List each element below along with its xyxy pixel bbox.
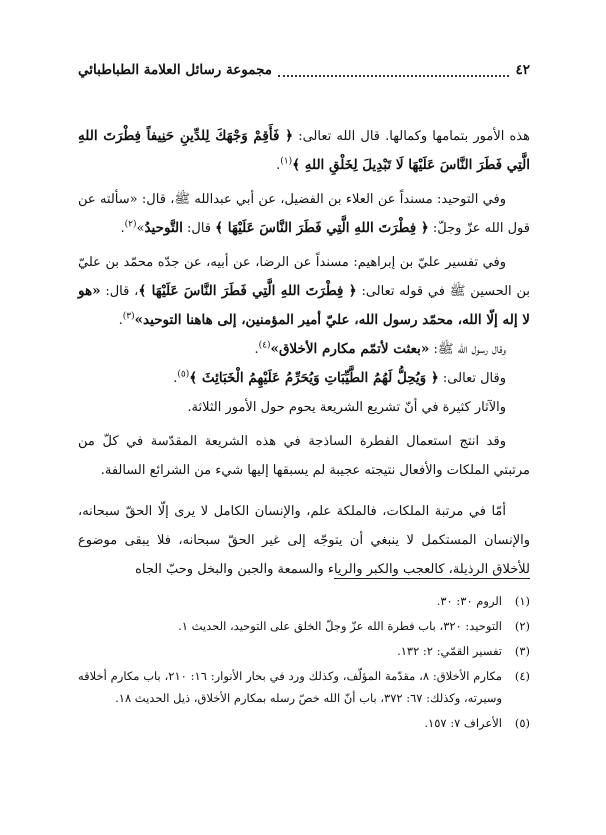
body-text: هذه الأمور بتمامها وكمالها. قال الله تعالى:: [293, 129, 530, 144]
body-text: .: [118, 313, 123, 328]
paragraph: [78, 248, 530, 335]
quote-text: ﴿ فِطْرَتَ اللهِ الَّتِي فَطَرَ النَّاسَ عَلَيْهَا ﴾: [138, 283, 357, 299]
footnote-text: مكارم الأخلاق: ٨، مقدّمة المؤلّف، وكذلك ورد في بحار الأنوار: ١٦: ٢١٠، باب مكارم أخلاقه وسيرته، وكذلك: ٦٧: ٣٧٢، باب أنّ الله خصّ رسله بمكارم الأخلاق، ذيل الحديث ١٨.: [78, 669, 502, 705]
footnotes: [78, 590, 530, 737]
footnote-separator: [334, 578, 530, 579]
quote-text: ﴿ وَيُحِلُّ لَهُمُ الطَّيِّبَاتِ وَيُحَرِّمُ عَلَيْهِمُ الْخَبَائِثَ ﴾: [189, 370, 439, 386]
header-dot-leader: [278, 75, 509, 77]
footnote-number: (٥): [514, 716, 530, 730]
footnote-number: (١): [514, 594, 530, 608]
footnote: [78, 712, 530, 734]
main-text: [78, 122, 530, 584]
body-text: وفي التوحيد: مسنداً عن العلاء بن الفضيل، عن أبي عبدالله ﷺ، قال: «سألته عن قول الله عزّ وجلّ:: [78, 192, 530, 236]
running-header: [78, 62, 530, 86]
footnote-number: (٢): [514, 619, 530, 633]
footnote-text: الأعراف ٧: ١٥٧.: [424, 716, 502, 730]
paragraph: [78, 364, 530, 393]
footnote: [78, 615, 530, 637]
paragraph: [78, 122, 530, 180]
quote-text: التَّوحيدُ: [144, 220, 183, 236]
footnote: [78, 590, 530, 612]
footnote-text: التوحيد: ٣٢٠، باب فطرة الله عزّ وجلّ الخلق على التوحيد، الحديث ١.: [178, 619, 502, 633]
book-title: مجموعة رسائل العلامة الطباطبائي: [78, 62, 273, 78]
body-text: .: [120, 221, 125, 236]
footnote-number: (٣): [514, 644, 530, 658]
footnote-text: الروم ٣٠: ٣٠.: [436, 594, 502, 608]
paragraph: [78, 393, 530, 422]
footnote-number: (٤): [514, 669, 530, 683]
body-text: »: [136, 221, 145, 236]
quote-text: «بعثت لأتمّم مكارم الأخلاق»: [270, 341, 430, 357]
body-text: قال:: [182, 221, 216, 236]
footnote-ref: (٥): [177, 369, 190, 380]
body-text: وقد انتج استعمال الفطرة الساذجة في هذه الشريعة المقدّسة في كلّ من مرتبتي الملكات والأفعال نتيجته عجيبة لم يسبقها إليها شيء من الشرائع السالفة.: [78, 434, 530, 478]
footnote-ref: (٣): [122, 311, 135, 322]
body-text: .: [173, 371, 178, 386]
footnote-ref: (١): [280, 156, 293, 167]
paragraph: [78, 497, 530, 584]
body-text: ، قال:: [100, 284, 139, 299]
footnote-ref: (٢): [124, 219, 137, 230]
quote-text: ﴿ فِطْرَتَ اللهِ الَّتِي فَطَرَ النَّاسَ عَلَيْهَا ﴾: [215, 220, 429, 236]
body-text: .: [254, 342, 259, 357]
footnote-ref: (٤): [258, 340, 271, 351]
footnote-text: تفسير القمّي: ٢: ١٣٢.: [397, 644, 502, 658]
body-text: وقال تعالى:: [438, 371, 506, 386]
body-text: وقال رسول الله ﷺ:: [429, 342, 506, 357]
body-text: وفي تفسير عليّ بن إبراهيم: مسنداً عن الرضا، عن أبيه، عن جدّه محمّد بن عليّ بن الحسين ﷺ في قوله تعالى:: [78, 255, 530, 299]
body-text: أمّا في مرتبة الملكات، فالملكة علم، والإنسان الكامل لا يرى إلّا الحقّ سبحانه، والإنسان المستكمل لا ينبغي أن يتوجّه إلى غير الحقّ سبحانه، فلا يبقى موضوع للأخلاق الرذيلة، كالعجب والكبر والرياء والسمعة والجبن والبخل وحبّ الجاه: [78, 504, 530, 577]
paragraph: [78, 185, 530, 243]
body-text: والآثار كثيرة في أنّ تشريع الشريعة يحوم حول الأمور الثلاثة.: [187, 400, 506, 415]
paragraph: [78, 427, 530, 485]
quote-text: «هو لا إله إلّا الله، محمّد رسول الله، عليّ أمير المؤمنين، إلى هاهنا التوحيد»: [78, 283, 530, 328]
footnote: [78, 640, 530, 662]
body-text: .: [276, 158, 281, 173]
page-number: ٤٢: [515, 62, 530, 78]
paragraph: [78, 335, 530, 364]
footnote: [78, 665, 530, 709]
quote-text: ﴿ فَأَقِمْ وَجْهَكَ لِلدِّينِ حَنِيفاً فِطْرَتَ اللهِ الَّتِي فَطَرَ النَّاسَ عَلَيْهَا لَا تَبْدِيلَ لِخَلْقِ اللهِ ﴾: [78, 128, 530, 173]
